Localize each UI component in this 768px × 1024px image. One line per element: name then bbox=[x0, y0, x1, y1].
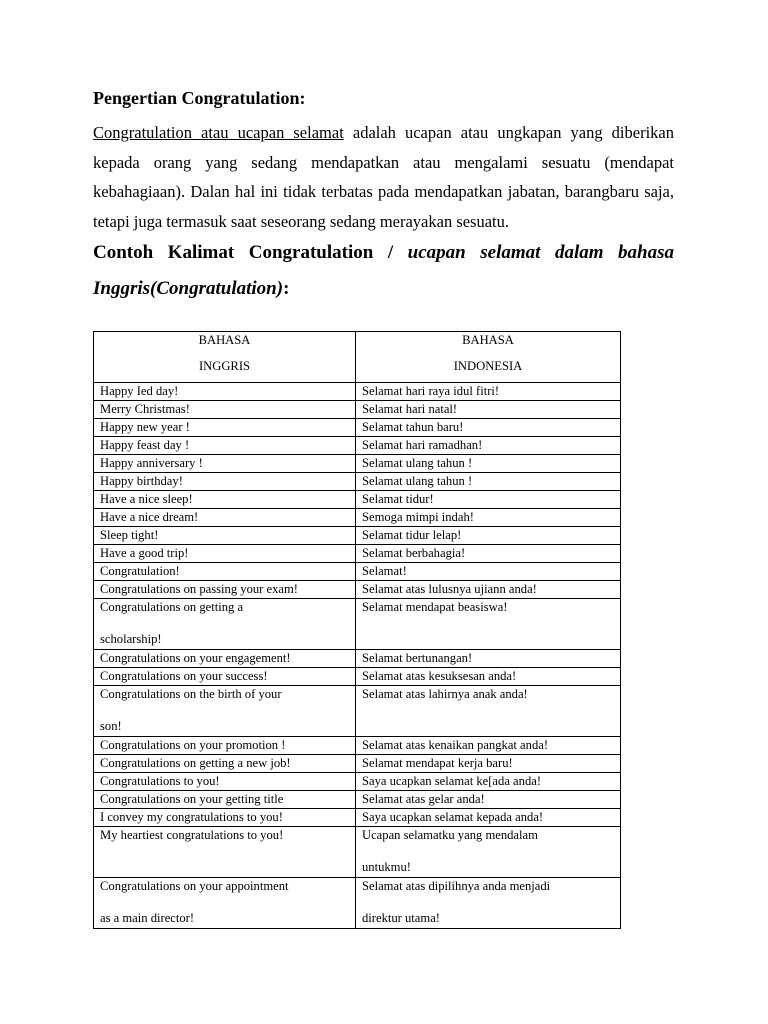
indonesian-cell-text: Selamat hari ramadhan! bbox=[362, 438, 483, 452]
table-row bbox=[94, 473, 621, 491]
english-cell-text: Sleep tight! bbox=[100, 528, 159, 542]
table-row bbox=[94, 491, 621, 509]
english-cell-text: Congratulations on the birth of your bbox=[100, 687, 282, 701]
table-row bbox=[94, 509, 621, 527]
indonesian-cell-text-line2: direktur utama! bbox=[362, 911, 440, 925]
english-cell bbox=[94, 491, 356, 509]
english-cell bbox=[94, 527, 356, 545]
indonesian-cell bbox=[356, 527, 621, 545]
header-indonesian bbox=[356, 332, 621, 383]
indonesian-cell bbox=[356, 878, 621, 929]
english-cell-text: My heartiest congratulations to you! bbox=[100, 828, 284, 842]
paragraph-text: adalah ucapan atau ungkapan yang diberikan kepada orang yang sedang mendapatkan atau mengalami sesuatu (mendapat kebahagiaan). Dalan hal ini tidak terbatas pada mendapatkan jabatan, barangbaru saja, tetapi juga termasuk saat seseorang sedang merayakan sesuatu. bbox=[93, 123, 674, 231]
indonesian-cell bbox=[356, 491, 621, 509]
english-cell-text: Congratulations on your getting title bbox=[100, 792, 284, 806]
indonesian-cell bbox=[356, 773, 621, 791]
indonesian-cell bbox=[356, 827, 621, 878]
indonesian-cell bbox=[356, 383, 621, 401]
english-cell bbox=[94, 668, 356, 686]
english-cell bbox=[94, 509, 356, 527]
indonesian-cell-text: Selamat hari natal! bbox=[362, 402, 458, 416]
indonesian-cell-text: Selamat tidur lelap! bbox=[362, 528, 462, 542]
table-row bbox=[94, 599, 621, 650]
table-row bbox=[94, 827, 621, 878]
indonesian-cell bbox=[356, 419, 621, 437]
table-row bbox=[94, 383, 621, 401]
english-cell bbox=[94, 737, 356, 755]
table-body bbox=[94, 383, 621, 929]
english-cell-text: Happy Ied day! bbox=[100, 384, 179, 398]
indonesian-cell bbox=[356, 437, 621, 455]
indonesian-cell bbox=[356, 473, 621, 491]
english-cell-text: Happy new year ! bbox=[100, 420, 190, 434]
table-row bbox=[94, 755, 621, 773]
table-row bbox=[94, 878, 621, 929]
indonesian-cell-text: Selamat hari raya idul fitri! bbox=[362, 384, 500, 398]
header-indonesian-line2: INDONESIA bbox=[453, 359, 523, 373]
english-cell bbox=[94, 650, 356, 668]
english-cell bbox=[94, 827, 356, 878]
english-cell bbox=[94, 383, 356, 401]
table-row bbox=[94, 581, 621, 599]
indonesian-cell-text: Selamat atas lahirnya anak anda! bbox=[362, 687, 528, 701]
header-english-line1: BAHASA bbox=[198, 333, 251, 347]
indonesian-cell-text: Selamat ulang tahun ! bbox=[362, 456, 473, 470]
examples-heading-end: : bbox=[283, 278, 290, 299]
header-english bbox=[94, 332, 356, 383]
indonesian-cell-text: Saya ucapkan selamat kepada anda! bbox=[362, 810, 544, 824]
table-row bbox=[94, 455, 621, 473]
table-row bbox=[94, 563, 621, 581]
english-cell bbox=[94, 773, 356, 791]
english-cell bbox=[94, 437, 356, 455]
english-cell bbox=[94, 401, 356, 419]
english-cell-text: Congratulations on your appointment bbox=[100, 879, 289, 893]
indonesian-cell-text: Selamat! bbox=[362, 564, 407, 578]
english-cell-text: Congratulations on passing your exam! bbox=[100, 582, 298, 596]
indonesian-cell-text-line2: untukmu! bbox=[362, 860, 411, 874]
english-cell bbox=[94, 563, 356, 581]
english-cell-text: Congratulations on your promotion ! bbox=[100, 738, 286, 752]
indonesian-cell-text: Selamat mendapat beasiswa! bbox=[362, 600, 508, 614]
english-cell-text: Have a nice sleep! bbox=[100, 492, 193, 506]
indonesian-cell bbox=[356, 791, 621, 809]
table-row bbox=[94, 401, 621, 419]
table-row bbox=[94, 650, 621, 668]
examples-heading-plain: Contoh Kalimat Congratulation / bbox=[93, 242, 408, 263]
english-cell bbox=[94, 755, 356, 773]
indonesian-cell bbox=[356, 563, 621, 581]
english-cell-text: Happy anniversary ! bbox=[100, 456, 203, 470]
english-cell-text: Merry Christmas! bbox=[100, 402, 190, 416]
indonesian-cell-text: Selamat berbahagia! bbox=[362, 546, 466, 560]
indonesian-cell bbox=[356, 755, 621, 773]
table-header-row bbox=[94, 332, 621, 383]
indonesian-cell bbox=[356, 545, 621, 563]
english-cell bbox=[94, 473, 356, 491]
english-cell bbox=[94, 686, 356, 737]
english-cell bbox=[94, 419, 356, 437]
english-cell bbox=[94, 878, 356, 929]
table-row bbox=[94, 773, 621, 791]
english-cell-text: Congratulation! bbox=[100, 564, 180, 578]
english-cell bbox=[94, 809, 356, 827]
english-cell-text-line2: son! bbox=[100, 719, 122, 733]
indonesian-cell-text: Selamat tahun baru! bbox=[362, 420, 464, 434]
english-cell-text: I convey my congratulations to you! bbox=[100, 810, 283, 824]
indonesian-cell bbox=[356, 737, 621, 755]
english-cell-text: Congratulations on your engagement! bbox=[100, 651, 291, 665]
english-cell-text: Happy birthday! bbox=[100, 474, 183, 488]
table-row bbox=[94, 686, 621, 737]
table-row bbox=[94, 737, 621, 755]
indonesian-cell bbox=[356, 401, 621, 419]
definition-paragraph bbox=[93, 118, 674, 236]
indonesian-cell-text: Selamat atas lulusnya ujiann anda! bbox=[362, 582, 537, 596]
indonesian-cell-text: Selamat atas gelar anda! bbox=[362, 792, 485, 806]
section-heading: Pengertian Congratulation: bbox=[93, 88, 306, 108]
indonesian-cell-text: Selamat mendapat kerja baru! bbox=[362, 756, 513, 770]
english-cell-text: Have a good trip! bbox=[100, 546, 189, 560]
english-cell-text: Congratulations to you! bbox=[100, 774, 220, 788]
english-cell-text: Happy feast day ! bbox=[100, 438, 190, 452]
indonesian-cell bbox=[356, 599, 621, 650]
table-row bbox=[94, 668, 621, 686]
indonesian-cell-text: Ucapan selamatku yang mendalam bbox=[362, 828, 538, 842]
english-cell bbox=[94, 791, 356, 809]
indonesian-cell-text: Semoga mimpi indah! bbox=[362, 510, 474, 524]
english-cell-text: Have a nice dream! bbox=[100, 510, 199, 524]
indonesian-cell bbox=[356, 581, 621, 599]
english-cell-text: Congratulations on your success! bbox=[100, 669, 268, 683]
indonesian-cell-text: Saya ucapkan selamat ke[ada anda! bbox=[362, 774, 542, 788]
english-cell bbox=[94, 455, 356, 473]
indonesian-cell bbox=[356, 668, 621, 686]
table-row bbox=[94, 809, 621, 827]
indonesian-cell bbox=[356, 686, 621, 737]
indonesian-cell-text: Selamat atas kenaikan pangkat anda! bbox=[362, 738, 549, 752]
indonesian-cell bbox=[356, 809, 621, 827]
english-cell bbox=[94, 581, 356, 599]
table-row bbox=[94, 545, 621, 563]
english-cell-text-line2: scholarship! bbox=[100, 632, 162, 646]
table-row bbox=[94, 437, 621, 455]
english-cell-text-line2: as a main director! bbox=[100, 911, 195, 925]
indonesian-cell-text: Selamat tidur! bbox=[362, 492, 434, 506]
indonesian-cell-text: Selamat bertunangan! bbox=[362, 651, 473, 665]
table-row bbox=[94, 419, 621, 437]
indonesian-cell-text: Selamat atas dipilihnya anda menjadi bbox=[362, 879, 551, 893]
table-row bbox=[94, 527, 621, 545]
table-row bbox=[94, 791, 621, 809]
indonesian-cell-text: Selamat ulang tahun ! bbox=[362, 474, 473, 488]
examples-heading bbox=[93, 235, 674, 307]
indonesian-cell bbox=[356, 650, 621, 668]
header-english-line2: INGGRIS bbox=[198, 359, 251, 373]
header-indonesian-line1: BAHASA bbox=[462, 333, 514, 347]
english-cell bbox=[94, 599, 356, 650]
indonesian-cell-text: Selamat atas kesuksesan anda! bbox=[362, 669, 517, 683]
english-cell-text: Congratulations on getting a bbox=[100, 600, 244, 614]
indonesian-cell bbox=[356, 509, 621, 527]
underlined-term: Congratulation atau ucapan selamat bbox=[93, 123, 344, 142]
english-cell bbox=[94, 545, 356, 563]
indonesian-cell bbox=[356, 455, 621, 473]
english-cell-text: Congratulations on getting a new job! bbox=[100, 756, 291, 770]
examples-heading-italic: ucapan selamat dalam bahasa Inggris(Congratulation) bbox=[93, 242, 674, 299]
congratulation-table bbox=[93, 331, 621, 929]
